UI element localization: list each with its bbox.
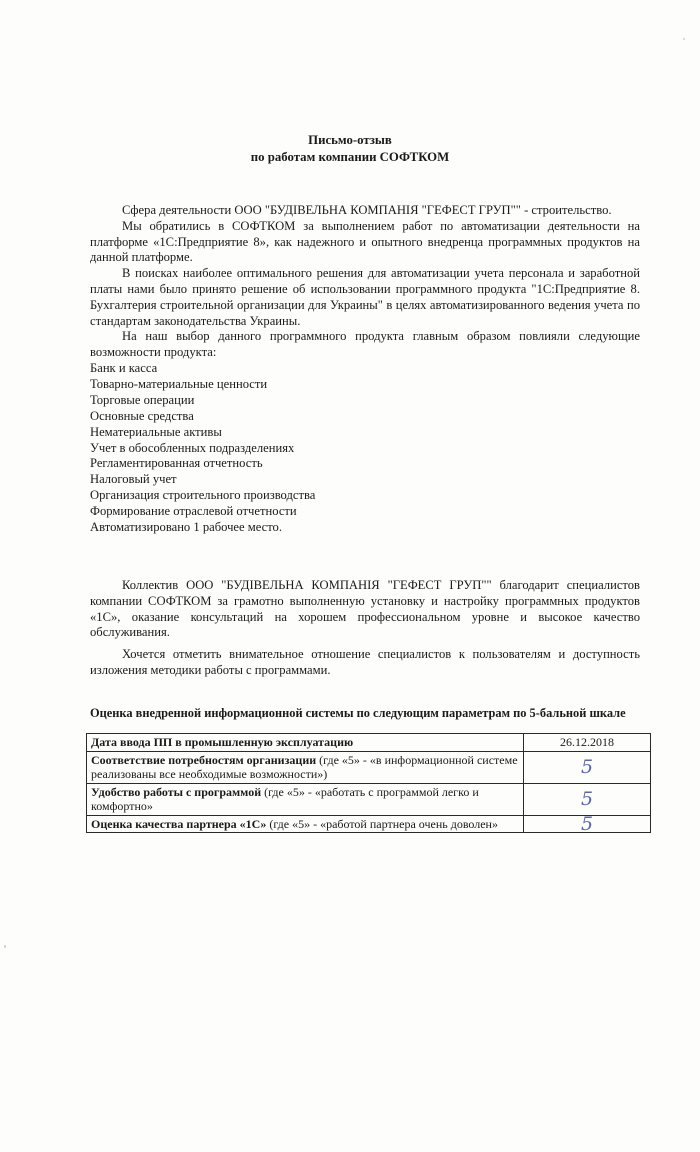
list-item: Учет в обособленных подразделениях [90,440,295,455]
letter-title: Письмо-отзыв [308,133,392,147]
list-item: Основные средства [90,408,194,423]
table-row [87,751,651,783]
table-cell-value: 26.12.2018 [524,734,651,752]
list-item: Регламентированная отчетность [90,456,263,471]
handwritten-score: 5 [524,783,651,815]
letter-body [90,203,640,536]
list-item: Налоговый учет [90,472,177,487]
table-row [87,783,651,815]
list-item: Товарно-материальные ценности [90,376,268,391]
scan-speck [4,945,6,948]
paragraph: На наш выбор данного программного продукта главным образом повлияли следующие возможности продукта: [90,329,640,360]
criterion-name: Удобство работы с программой [91,784,262,799]
criterion-description: (где «5» - «работой партнера очень доволен» [266,816,498,831]
paragraph: Сфера деятельности ООО "БУДІВЕЛЬНА КОМПАНІЯ "ГЕФЕСТ ГРУП"" - строительство. [122,203,612,217]
criterion-description: (где «5» - «работать с программой легко и комфортно» [91,784,479,813]
letter-closing [90,578,640,679]
list-item: Банк и касса [90,360,158,375]
table-row [87,815,651,833]
scan-speck [683,38,685,40]
list-item: Организация строительного производства [90,488,316,503]
criterion-name: Соответствие потребностям организации [91,752,317,767]
list-item: Торговые операции [90,392,195,407]
criterion-name: Оценка качества партнера «1С» [91,816,267,831]
table-cell-label [87,815,524,833]
table-row [87,734,651,752]
list-item: Автоматизировано 1 рабочее место. [90,520,282,535]
paragraph: Хочется отметить внимательное отношение специалистов к пользователям и доступность изложения методики работы с программами. [90,647,640,677]
list-item: Нематериальные активы [90,424,222,439]
handwritten-score: 5 [524,751,651,783]
table-cell-label [87,734,524,752]
rating-table [86,733,651,833]
table-cell-label [87,751,524,783]
letter-subtitle: по работам компании СОФТКОМ [250,150,450,164]
paragraph: Мы обратились в СОФТКОМ за выполнением работ по автоматизации деятельности на платформе «1С:Предприятие 8», как надежного и опытного внедренца программных продуктов на данной платформе. [90,218,640,265]
rating-table-title: Оценка внедренной информационной системы по следующим параметрам по 5-бальной шкале [90,706,626,720]
table-cell-label [87,783,524,815]
criterion-name: Дата ввода ПП в промышленную эксплуатацию [91,735,354,749]
handwritten-score: 5 [524,815,651,833]
feature-list [90,361,640,536]
list-item: Формирование отраслевой отчетности [90,504,297,519]
paragraph: В поисках наиболее оптимального решения для автоматизации учета персонала и заработной платы нами было принято решение об использовании программного продукта "1С:Предприятие 8. Бухгалтерия строительной организации для Украины" в целях автоматизированного ведения учета по стандартам законодательства Украины. [90,266,640,328]
criterion-description: (где «5» - «в информационной системе реализованы все необходимые возможности») [91,752,518,781]
paragraph: Коллектив ООО "БУДІВЕЛЬНА КОМПАНІЯ "ГЕФЕСТ ГРУП"" благодарит специалистов компании СОФТКОМ за грамотно выполненную установку и настройку программных продуктов «1С», оказание консультаций на хорошем профессиональном уровне и высокое качество обслуживания. [90,578,640,640]
